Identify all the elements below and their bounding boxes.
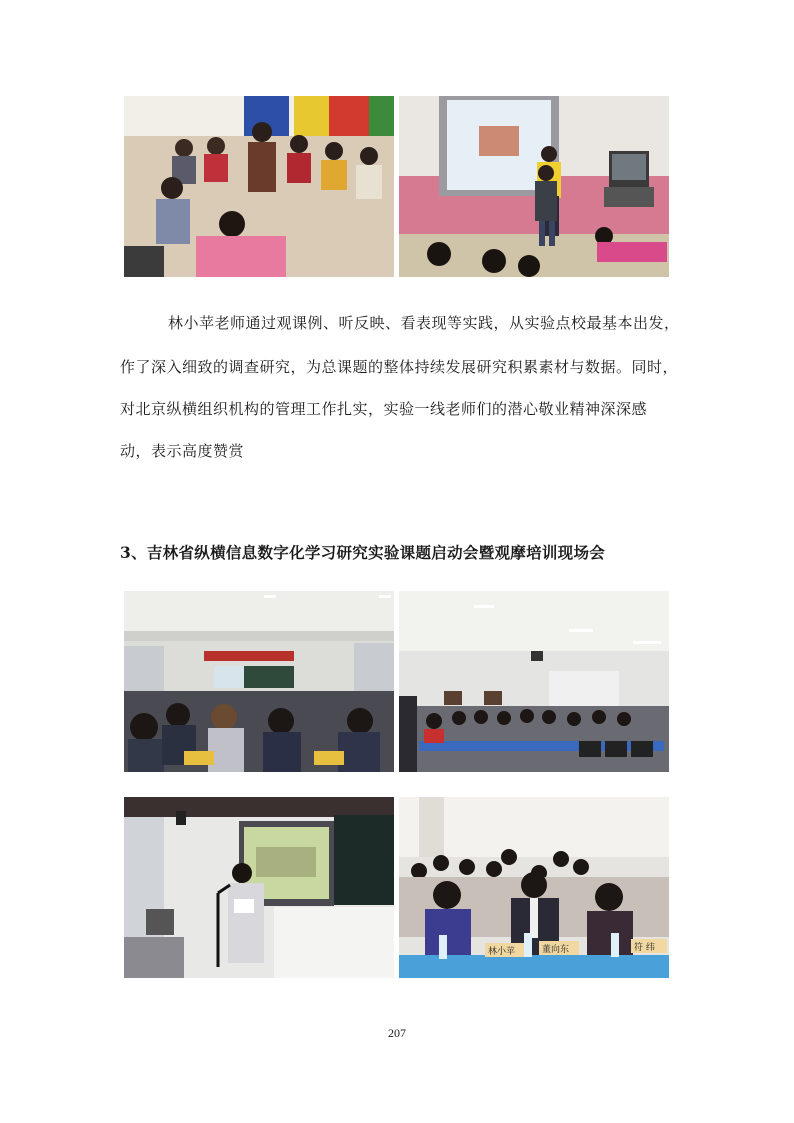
paragraph-line: 林小苹老师通过观课例、听反映、看表现等实践，从实验点校最基本出发，	[168, 314, 680, 332]
paragraph-line: 对北京纵横组织机构的管理工作扎实，实验一线老师们的潜心敬业精神深深感	[120, 400, 648, 418]
paragraph-line: 动，表示高度赞赏	[120, 442, 245, 460]
photo-presenter-podium	[124, 797, 394, 978]
photo-meeting-audience-back	[124, 591, 394, 772]
section-heading: 3、吉林省纵横信息数字化学习研究实验课题启动会暨观摩培训现场会	[120, 543, 606, 562]
photo-meeting-room-rows	[399, 591, 669, 772]
photo-children-classroom	[124, 96, 394, 277]
name-card-label: 林小苹	[488, 947, 516, 957]
page-number: 207	[388, 1026, 406, 1040]
photo-whiteboard-lesson	[399, 96, 669, 277]
name-card-label: 董向东	[542, 945, 570, 955]
name-card-label: 符 纬	[634, 943, 655, 953]
photo-officials-applauding	[399, 797, 669, 978]
paragraph-line: 作了深入细致的调查研究，为总课题的整体持续发展研究积累素材与数据。同时，	[120, 358, 679, 376]
